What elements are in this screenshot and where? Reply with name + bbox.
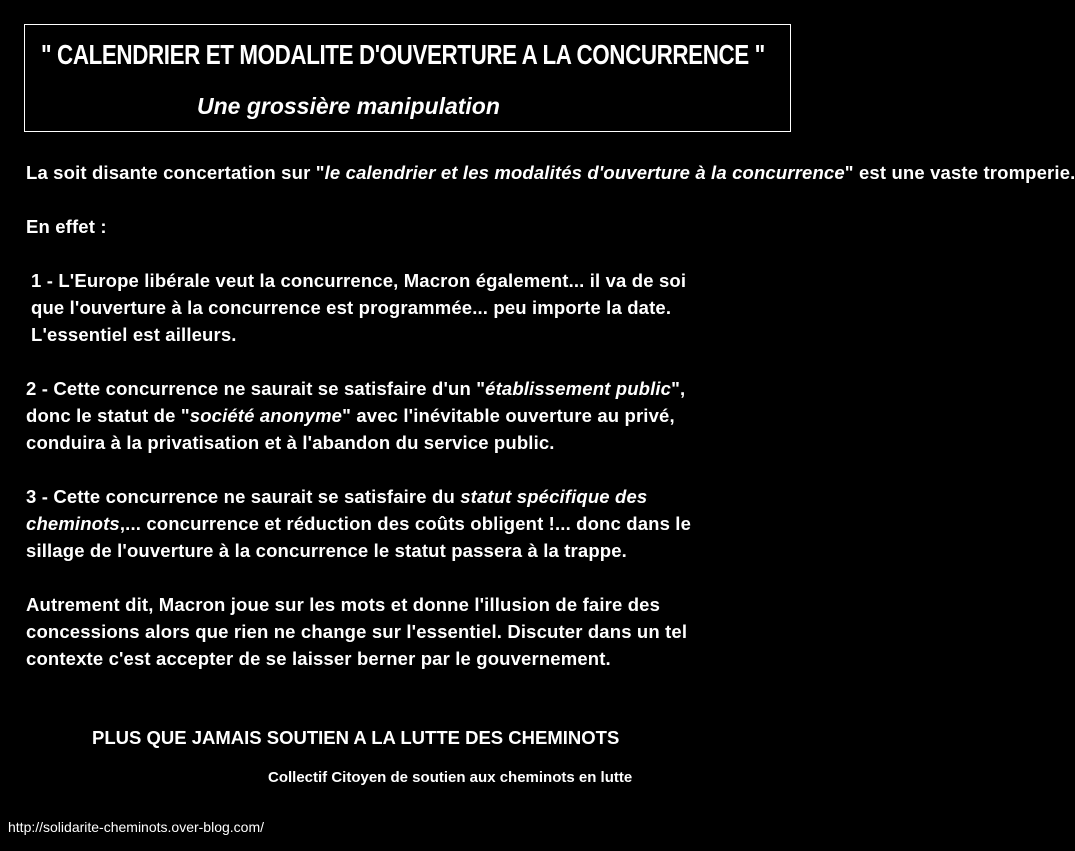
conclusion-line-2: concessions alors que rien ne change sur l'essentiel. Discuter dans un tel [26, 621, 688, 642]
conclusion-paragraph [26, 591, 816, 672]
intro-paragraph [26, 159, 1075, 186]
point-1-line-3: L'essentiel est ailleurs. [31, 324, 237, 345]
point-3-text-2: ,... concurrence et réduction des coûts obligent !... donc dans le [119, 513, 692, 534]
point-3-paragraph [26, 483, 816, 564]
intro-text-before: La soit disante concertation sur " [26, 162, 325, 183]
source-url: http://solidarite-cheminots.over-blog.com/ [8, 819, 264, 835]
slogan: PLUS QUE JAMAIS SOUTIEN A LA LUTTE DES CHEMINOTS [92, 727, 620, 748]
title-box [24, 24, 791, 132]
page-subtitle: Une grossière manipulation [197, 93, 500, 119]
point-1-paragraph [26, 267, 816, 348]
signature: Collectif Citoyen de soutien aux cheminots en lutte [268, 769, 633, 786]
point-2-text-4: " avec l'inévitable ouverture au privé, [342, 405, 675, 426]
point-3-line-3: sillage de l'ouverture à la concurrence le statut passera à la trappe. [26, 540, 627, 561]
conclusion-line-3: contexte c'est accepter de se laisser berner par le gouvernement. [26, 648, 611, 669]
point-3-emphasis-1: statut spécifique des [460, 486, 648, 507]
point-3-emphasis-2: cheminots [26, 513, 120, 534]
point-3-text-1: 3 - Cette concurrence ne saurait se satisfaire du [26, 486, 461, 507]
point-1-line-1: 1 - L'Europe libérale veut la concurrence, Macron également... il va de soi [31, 270, 687, 291]
conclusion-line-1: Autrement dit, Macron joue sur les mots et donne l'illusion de faire des [26, 594, 661, 615]
point-2-line-3: conduira à la privatisation et à l'abandon du service public. [26, 432, 555, 453]
page-title: " CALENDRIER ET MODALITE D'OUVERTURE A LA CONCURRENCE " [41, 39, 765, 70]
article-body [26, 159, 1075, 699]
intro-text-after: " est une vaste tromperie. [844, 162, 1075, 183]
point-2-text-1: 2 - Cette concurrence ne saurait se satisfaire d'un " [26, 378, 486, 399]
point-2-paragraph [26, 375, 816, 456]
point-2-text-3: donc le statut de " [26, 405, 190, 426]
intro-emphasis: le calendrier et les modalités d'ouverture à la concurrence [324, 162, 845, 183]
point-1-line-2: que l'ouverture à la concurrence est programmée... peu importe la date. [31, 297, 672, 318]
point-2-emphasis-2: société anonyme [189, 405, 343, 426]
lead-paragraph: En effet : [26, 216, 107, 237]
point-2-text-2: ", [671, 378, 686, 399]
point-2-emphasis-1: établissement public [485, 378, 672, 399]
